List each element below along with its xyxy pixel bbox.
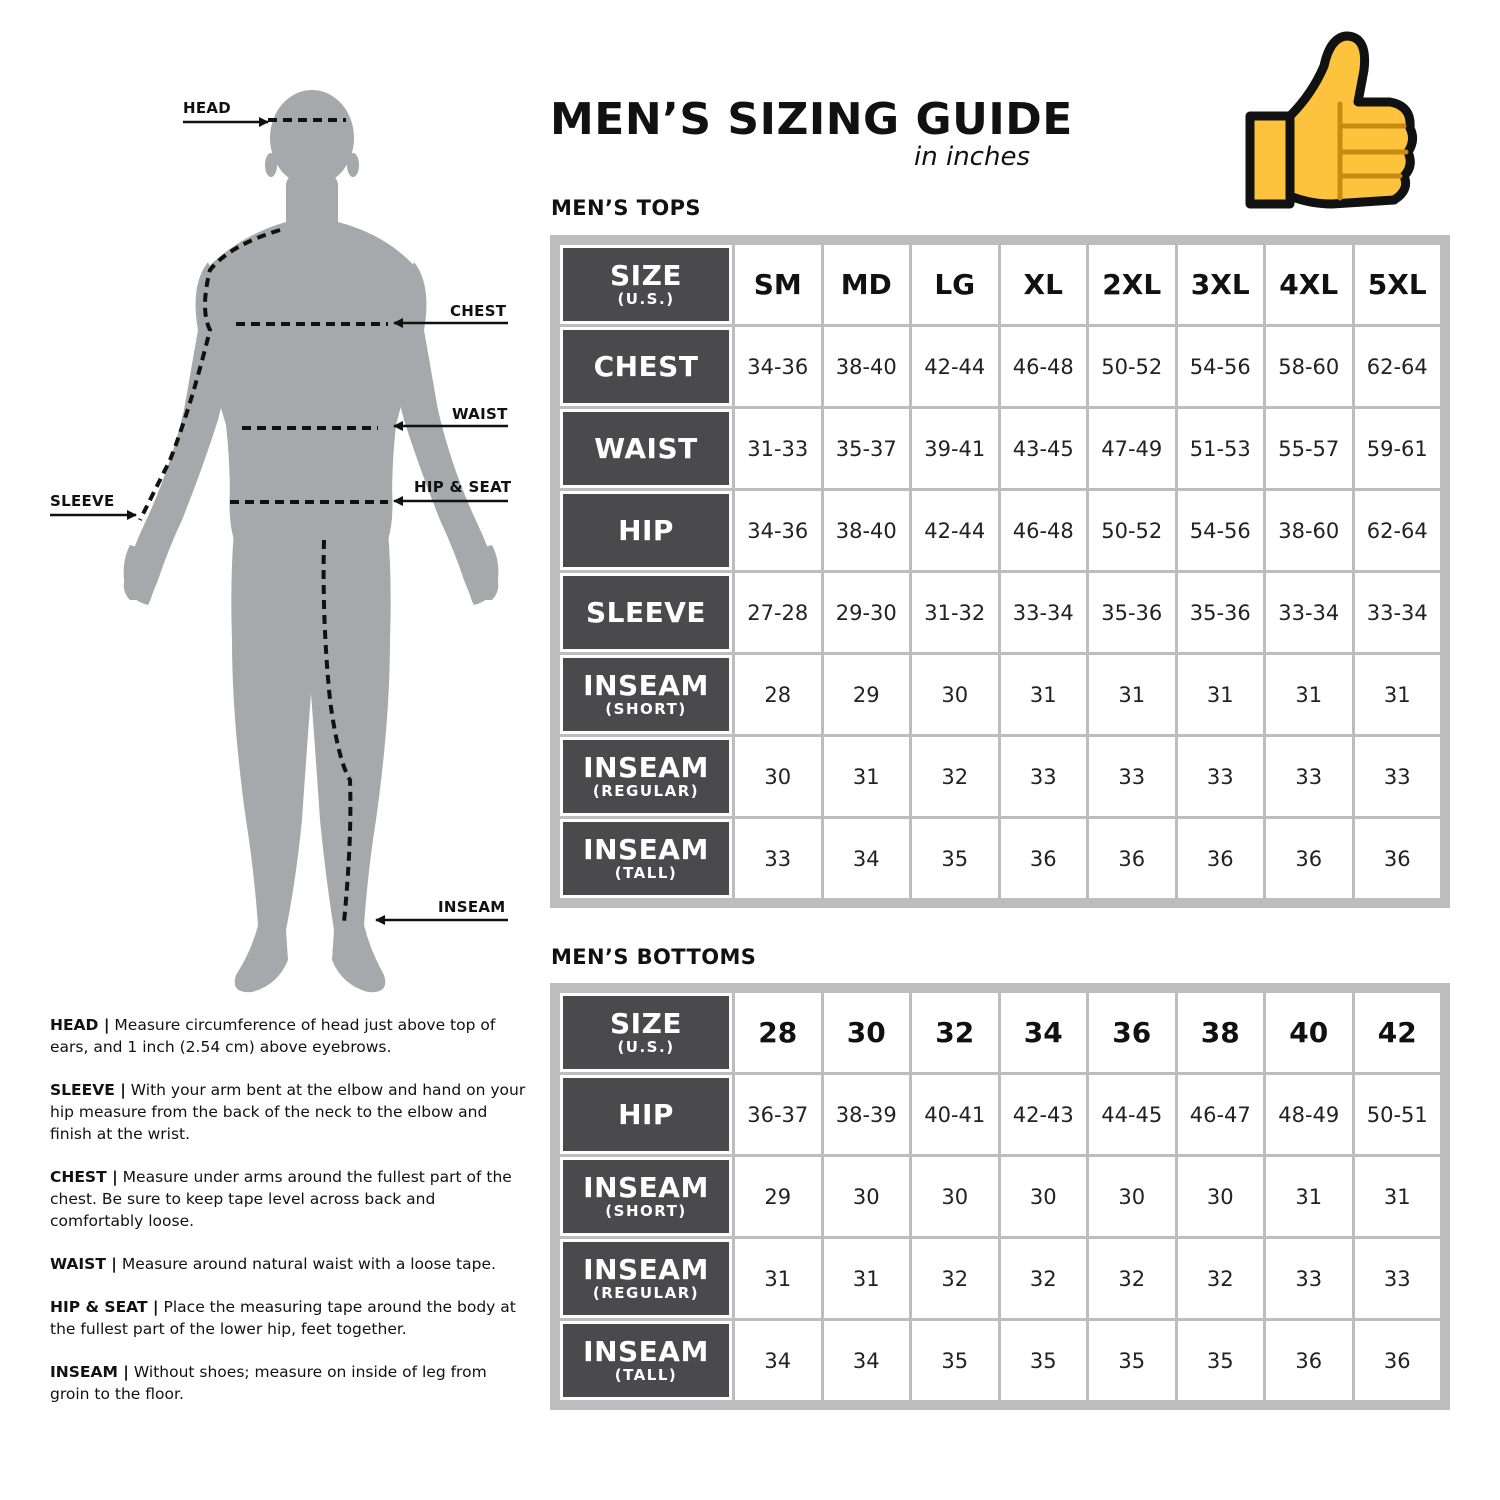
table-cell: 29 bbox=[824, 655, 910, 734]
row-header-box bbox=[563, 576, 729, 649]
table-cell: 31-33 bbox=[735, 409, 821, 488]
row-header-box bbox=[563, 412, 729, 485]
instruction-text: Measure under arms around the fullest part of the chest. Be sure to keep tape level across back and comfortably loose. bbox=[50, 1168, 512, 1230]
instruction-text: Without shoes; measure on inside of leg from groin to the floor. bbox=[50, 1363, 487, 1403]
row-header-box bbox=[563, 1324, 729, 1397]
bottoms-heading: MEN’S BOTTOMS bbox=[551, 945, 757, 969]
size-column-header: 4XL bbox=[1266, 245, 1352, 324]
table-cell: 51-53 bbox=[1178, 409, 1264, 488]
table-cell: 33 bbox=[1355, 737, 1441, 816]
instruction-item bbox=[50, 1014, 530, 1058]
table-cell: 31 bbox=[735, 1239, 821, 1318]
table-cell: 35 bbox=[912, 1321, 998, 1400]
table-cell: 46-48 bbox=[1001, 327, 1087, 406]
figure-shape bbox=[124, 90, 499, 992]
callout-hip-seat: HIP & SEAT bbox=[414, 478, 512, 496]
tops-heading: MEN’S TOPS bbox=[551, 196, 701, 220]
instruction-item bbox=[50, 1361, 530, 1405]
instruction-item bbox=[50, 1253, 530, 1275]
title-block bbox=[550, 94, 1073, 173]
row-header bbox=[560, 1157, 732, 1236]
table-cell: 28 bbox=[735, 655, 821, 734]
row-sublabel: (U.S.) bbox=[617, 290, 675, 309]
table-cell: 62-64 bbox=[1355, 327, 1441, 406]
row-header bbox=[560, 1239, 732, 1318]
row-header-box bbox=[563, 1160, 729, 1233]
size-column-header: MD bbox=[824, 245, 910, 324]
table-cell: 38-60 bbox=[1266, 491, 1352, 570]
size-column-header: LG bbox=[912, 245, 998, 324]
row-label: INSEAM bbox=[583, 668, 709, 702]
table-cell: 35-36 bbox=[1178, 573, 1264, 652]
instruction-text: With your arm bent at the elbow and hand on your hip measure from the back of the neck to the elbow and finish at the wrist. bbox=[50, 1081, 526, 1143]
table-cell: 31 bbox=[824, 1239, 910, 1318]
table-cell: 30 bbox=[1089, 1157, 1175, 1236]
instruction-term: HEAD | bbox=[50, 1016, 110, 1034]
row-sublabel: (U.S.) bbox=[617, 1038, 675, 1057]
table-cell: 33 bbox=[1355, 1239, 1441, 1318]
row-header bbox=[560, 1075, 732, 1154]
row-label: INSEAM bbox=[583, 1252, 709, 1286]
page-subtitle: in inches bbox=[914, 142, 1030, 173]
size-column-header: SM bbox=[735, 245, 821, 324]
table-cell: 62-64 bbox=[1355, 491, 1441, 570]
row-label: INSEAM bbox=[583, 832, 709, 866]
table-cell: 30 bbox=[824, 1157, 910, 1236]
row-label: INSEAM bbox=[583, 1334, 709, 1368]
size-header-label bbox=[560, 993, 732, 1072]
table-cell: 58-60 bbox=[1266, 327, 1352, 406]
callout-sleeve: SLEEVE bbox=[50, 492, 115, 510]
table-cell: 31 bbox=[1266, 655, 1352, 734]
table-cell: 36 bbox=[1089, 819, 1175, 898]
row-label: WAIST bbox=[594, 431, 698, 465]
table-cell: 34-36 bbox=[735, 491, 821, 570]
table-cell: 27-28 bbox=[735, 573, 821, 652]
row-header bbox=[560, 737, 732, 816]
row-sublabel: (REGULAR) bbox=[592, 1284, 700, 1303]
row-header bbox=[560, 491, 732, 570]
table-cell: 35 bbox=[1178, 1321, 1264, 1400]
size-column-header: 30 bbox=[824, 993, 910, 1072]
table-cell: 31 bbox=[1355, 655, 1441, 734]
table-cell: 30 bbox=[1178, 1157, 1264, 1236]
row-sublabel: (TALL) bbox=[614, 864, 678, 883]
table-cell: 32 bbox=[1089, 1239, 1175, 1318]
body-diagram bbox=[40, 80, 520, 1010]
table-cell: 30 bbox=[735, 737, 821, 816]
size-column-header: 2XL bbox=[1089, 245, 1175, 324]
instruction-text: Measure circumference of head just above top of ears, and 1 inch (2.54 cm) above eyebrows. bbox=[50, 1016, 496, 1056]
callout-waist: WAIST bbox=[452, 405, 508, 423]
row-header bbox=[560, 819, 732, 898]
callout-chest: CHEST bbox=[450, 302, 507, 320]
table-cell: 30 bbox=[1001, 1157, 1087, 1236]
table-cell: 32 bbox=[912, 737, 998, 816]
row-header bbox=[560, 655, 732, 734]
table-cell: 36 bbox=[1355, 1321, 1441, 1400]
row-header bbox=[560, 327, 732, 406]
row-header-box bbox=[563, 1078, 729, 1151]
table-cell: 42-43 bbox=[1001, 1075, 1087, 1154]
table-cell: 34-36 bbox=[735, 327, 821, 406]
table-cell: 29-30 bbox=[824, 573, 910, 652]
measurement-instructions bbox=[50, 1014, 530, 1426]
table-cell: 35-36 bbox=[1089, 573, 1175, 652]
table-cell: 33 bbox=[1266, 1239, 1352, 1318]
size-header-label bbox=[560, 245, 732, 324]
table-cell: 38-40 bbox=[824, 327, 910, 406]
table-cell: 36 bbox=[1001, 819, 1087, 898]
row-header-box bbox=[563, 740, 729, 813]
table-cell: 35-37 bbox=[824, 409, 910, 488]
size-column-header: 32 bbox=[912, 993, 998, 1072]
row-label: SIZE bbox=[609, 1006, 682, 1040]
row-label: SLEEVE bbox=[585, 595, 707, 629]
table-cell: 42-44 bbox=[912, 491, 998, 570]
table-cell: 31 bbox=[1355, 1157, 1441, 1236]
page-title: MEN’S SIZING GUIDE bbox=[550, 94, 1073, 145]
row-sublabel: (SHORT) bbox=[605, 700, 687, 719]
table-cell: 34 bbox=[824, 1321, 910, 1400]
row-header-box bbox=[563, 1242, 729, 1315]
instruction-text: Place the measuring tape around the body at the fullest part of the lower hip, feet together. bbox=[50, 1298, 516, 1338]
table-cell: 38-39 bbox=[824, 1075, 910, 1154]
table-cell: 31 bbox=[1001, 655, 1087, 734]
table-cell: 32 bbox=[1178, 1239, 1264, 1318]
row-header bbox=[560, 409, 732, 488]
table-cell: 33 bbox=[1178, 737, 1264, 816]
table-cell: 42-44 bbox=[912, 327, 998, 406]
table-cell: 33-34 bbox=[1266, 573, 1352, 652]
table-cell: 33 bbox=[735, 819, 821, 898]
row-header bbox=[560, 1321, 732, 1400]
row-sublabel: (REGULAR) bbox=[592, 782, 700, 801]
table-cell: 36-37 bbox=[735, 1075, 821, 1154]
table-cell: 36 bbox=[1355, 819, 1441, 898]
table-cell: 35 bbox=[1089, 1321, 1175, 1400]
instruction-term: HIP & SEAT | bbox=[50, 1298, 159, 1316]
size-column-header: XL bbox=[1001, 245, 1087, 324]
instruction-item bbox=[50, 1166, 530, 1232]
table-cell: 35 bbox=[912, 819, 998, 898]
table-cell: 55-57 bbox=[1266, 409, 1352, 488]
table-cell: 54-56 bbox=[1178, 327, 1264, 406]
table-cell: 35 bbox=[1001, 1321, 1087, 1400]
table-cell: 46-48 bbox=[1001, 491, 1087, 570]
table-cell: 33-34 bbox=[1001, 573, 1087, 652]
instruction-term: SLEEVE | bbox=[50, 1081, 126, 1099]
row-label: SIZE bbox=[609, 258, 682, 292]
table-cell: 44-45 bbox=[1089, 1075, 1175, 1154]
instruction-term: WAIST | bbox=[50, 1255, 117, 1273]
body-silhouette-icon bbox=[40, 80, 520, 1010]
row-label: CHEST bbox=[593, 349, 699, 383]
size-header-label-box bbox=[563, 248, 729, 321]
table-cell: 50-52 bbox=[1089, 327, 1175, 406]
size-column-header: 38 bbox=[1178, 993, 1264, 1072]
thumbs-up-icon bbox=[1240, 24, 1420, 214]
instruction-text: Measure around natural waist with a loose tape. bbox=[116, 1255, 496, 1273]
table-cell: 31-32 bbox=[912, 573, 998, 652]
tops-size-table bbox=[550, 235, 1450, 908]
table-cell: 30 bbox=[912, 655, 998, 734]
instruction-item bbox=[50, 1079, 530, 1145]
instruction-term: INSEAM | bbox=[50, 1363, 129, 1381]
table-cell: 30 bbox=[912, 1157, 998, 1236]
size-column-header: 3XL bbox=[1178, 245, 1264, 324]
row-label: INSEAM bbox=[583, 1170, 709, 1204]
table-cell: 48-49 bbox=[1266, 1075, 1352, 1154]
table-cell: 50-51 bbox=[1355, 1075, 1441, 1154]
table-cell: 29 bbox=[735, 1157, 821, 1236]
table-cell: 32 bbox=[1001, 1239, 1087, 1318]
table-cell: 59-61 bbox=[1355, 409, 1441, 488]
table-cell: 33 bbox=[1089, 737, 1175, 816]
table-cell: 50-52 bbox=[1089, 491, 1175, 570]
bottoms-size-table bbox=[550, 983, 1450, 1410]
row-header bbox=[560, 573, 732, 652]
size-column-header: 5XL bbox=[1355, 245, 1441, 324]
table-cell: 31 bbox=[1266, 1157, 1352, 1236]
table-cell: 43-45 bbox=[1001, 409, 1087, 488]
table-cell: 31 bbox=[1089, 655, 1175, 734]
size-column-header: 36 bbox=[1089, 993, 1175, 1072]
table-cell: 31 bbox=[1178, 655, 1264, 734]
instruction-item bbox=[50, 1296, 530, 1340]
table-cell: 40-41 bbox=[912, 1075, 998, 1154]
table-cell: 36 bbox=[1266, 819, 1352, 898]
size-header-label-box bbox=[563, 996, 729, 1069]
row-sublabel: (SHORT) bbox=[605, 1202, 687, 1221]
row-header-box bbox=[563, 658, 729, 731]
row-label: HIP bbox=[618, 513, 674, 547]
table-cell: 36 bbox=[1178, 819, 1264, 898]
row-label: HIP bbox=[618, 1097, 674, 1131]
table-cell: 34 bbox=[735, 1321, 821, 1400]
table-cell: 34 bbox=[824, 819, 910, 898]
instruction-term: CHEST | bbox=[50, 1168, 118, 1186]
size-column-header: 40 bbox=[1266, 993, 1352, 1072]
table-cell: 33 bbox=[1266, 737, 1352, 816]
callout-head: HEAD bbox=[183, 99, 232, 117]
row-header-box bbox=[563, 494, 729, 567]
table-cell: 33-34 bbox=[1355, 573, 1441, 652]
table-cell: 32 bbox=[912, 1239, 998, 1318]
table-cell: 36 bbox=[1266, 1321, 1352, 1400]
row-header-box bbox=[563, 822, 729, 895]
row-sublabel: (TALL) bbox=[614, 1366, 678, 1385]
callout-inseam: INSEAM bbox=[438, 898, 506, 916]
table-cell: 31 bbox=[824, 737, 910, 816]
size-column-header: 42 bbox=[1355, 993, 1441, 1072]
table-cell: 39-41 bbox=[912, 409, 998, 488]
size-column-header: 34 bbox=[1001, 993, 1087, 1072]
table-cell: 54-56 bbox=[1178, 491, 1264, 570]
table-cell: 46-47 bbox=[1178, 1075, 1264, 1154]
table-cell: 47-49 bbox=[1089, 409, 1175, 488]
size-column-header: 28 bbox=[735, 993, 821, 1072]
row-label: INSEAM bbox=[583, 750, 709, 784]
table-cell: 33 bbox=[1001, 737, 1087, 816]
row-header-box bbox=[563, 330, 729, 403]
table-cell: 38-40 bbox=[824, 491, 910, 570]
